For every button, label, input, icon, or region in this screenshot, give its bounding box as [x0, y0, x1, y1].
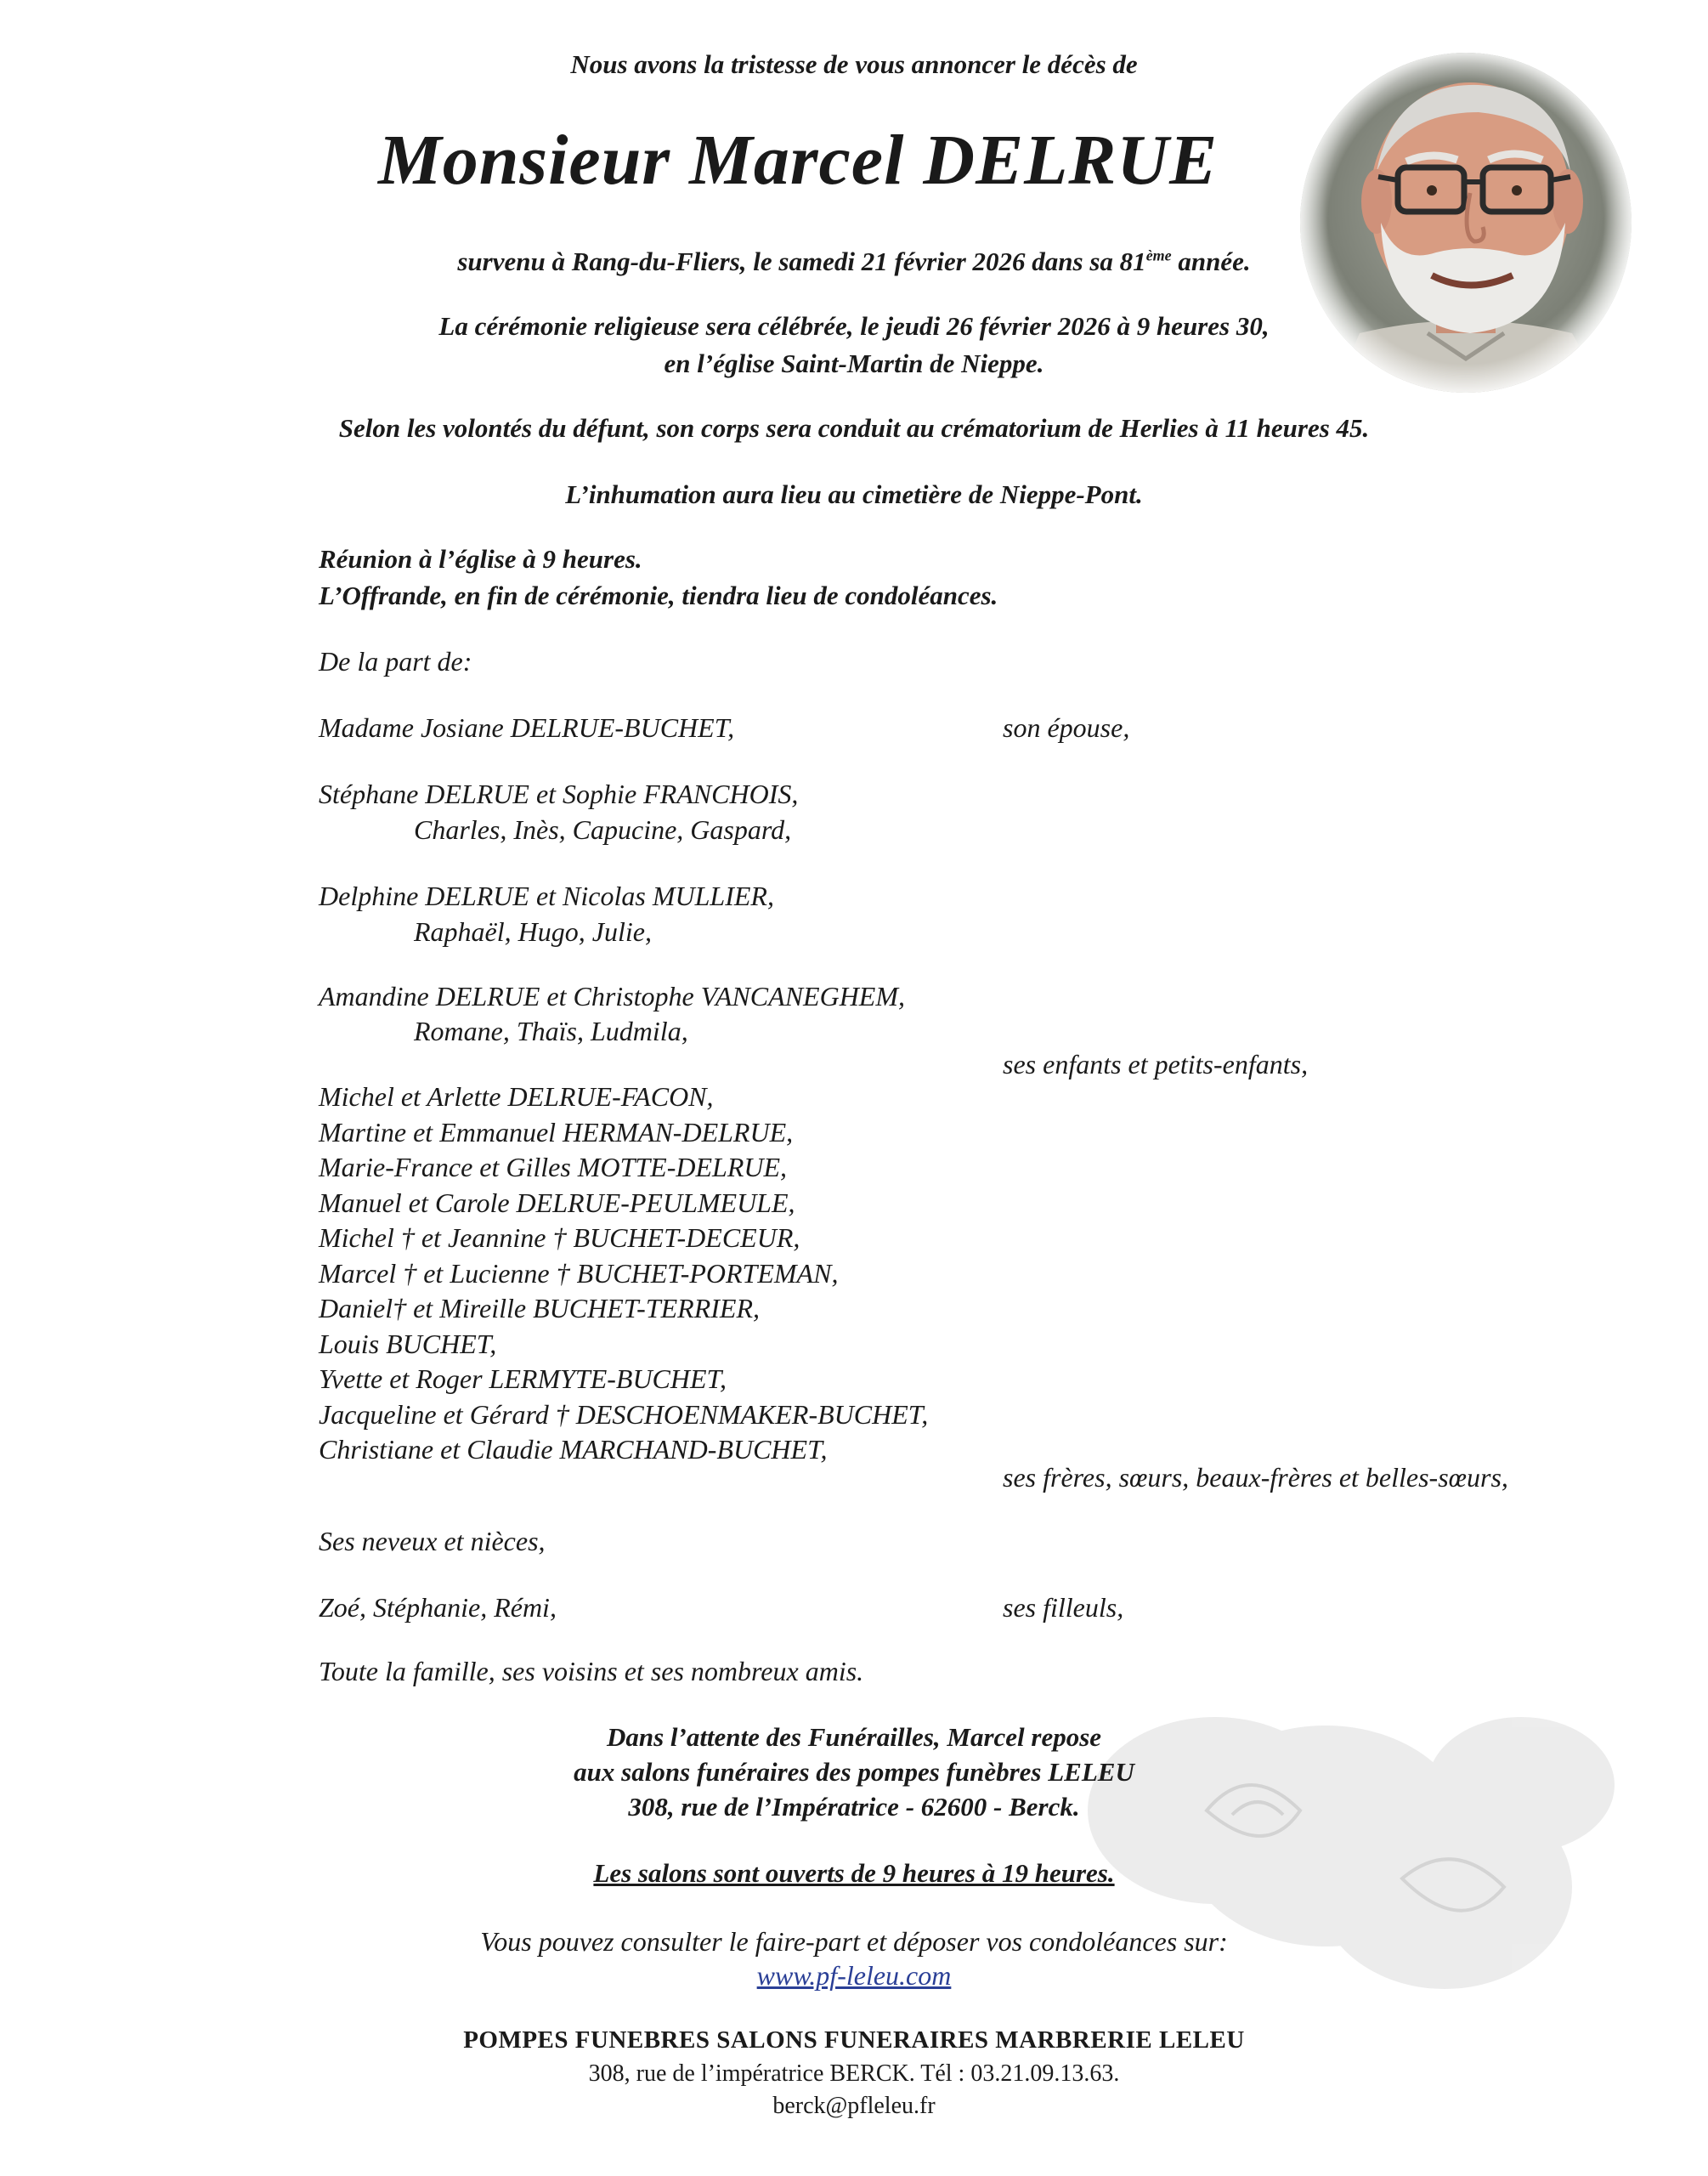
siblings-relation: ses frères, sœurs, beaux-frères et belles-sœurs,: [1003, 1462, 1508, 1493]
child-1: Stéphane DELRUE et Sophie FRANCHOIS,: [319, 779, 799, 809]
offering-text: L’Offrande, en fin de cérémonie, tiendra lieu de condoléances.: [319, 581, 998, 610]
death-line-prefix: survenu à Rang-du-Fliers, le samedi 21 février 2026 dans sa 81: [457, 246, 1146, 276]
sibling-row: Jacqueline et Gérard † DESCHOENMAKER-BUCHET,: [319, 1398, 929, 1430]
deceased-name: Monsieur Marcel DELRUE: [378, 121, 1219, 200]
child-3: Amandine DELRUE et Christophe VANCANEGHEM,: [319, 981, 905, 1012]
sibling-row: Manuel et Carole DELRUE-PEULMEULE,: [319, 1187, 795, 1218]
sibling-row: Yvette et Roger LERMYTE-BUCHET,: [319, 1363, 727, 1394]
footer-address: 308, rue de l’impératrice BERCK. Tél : 03.21.09.13.63.: [588, 2060, 1120, 2087]
from-label: De la part de:: [319, 646, 472, 677]
sibling-row: Marie-France et Gilles MOTTE-DELRUE,: [319, 1152, 788, 1182]
child-2-grandchildren: Raphaël, Hugo, Julie,: [414, 916, 652, 947]
online-text: Vous pouvez consulter le faire-part et déposer vos condoléances sur:: [480, 1926, 1228, 1957]
sibling-row: Louis BUCHET,: [319, 1328, 497, 1359]
sibling-row: Marcel † et Lucienne † BUCHET-PORTEMAN,: [319, 1257, 839, 1289]
sibling-row: Martine et Emmanuel HERMAN-DELRUE,: [319, 1116, 794, 1148]
website-link[interactable]: www.pf-leleu.com: [756, 1960, 952, 1991]
others-text: Toute la famille, ses voisins et ses nombreux amis.: [319, 1656, 864, 1686]
ceremony-line-1: La cérémonie religieuse sera célébrée, le jeudi 26 février 2026 à 9 heures 30,: [438, 311, 1270, 341]
intro-text: Nous avons la tristesse de vous annoncer le décès de: [570, 49, 1138, 79]
salon-hours: Les salons sont ouverts de 9 heures à 19 heures.: [593, 1858, 1115, 1888]
burial-text: L’inhumation aura lieu au cimetière de Nieppe-Pont.: [565, 479, 1143, 509]
siblings-list: [319, 1080, 928, 1468]
child-2: Delphine DELRUE et Nicolas MULLIER,: [319, 881, 774, 911]
sibling-row: Daniel† et Mireille BUCHET-TERRIER,: [319, 1293, 760, 1323]
death-notice-line: [0, 246, 1708, 277]
rest-line-2: aux salons funéraires des pompes funèbres LELEU: [574, 1757, 1134, 1787]
portrait-photo: [1300, 53, 1632, 393]
cremation-text: Selon les volontés du défunt, son corps sera conduit au crématorium de Herlies à 11 heures 45.: [338, 413, 1370, 443]
portrait-illustration: [1300, 53, 1632, 393]
rest-line-3: 308, rue de l’Impératrice - 62600 - Berck.: [628, 1792, 1080, 1822]
footer-email: berck@pfleleu.fr: [772, 2093, 936, 2119]
child-1-grandchildren: Charles, Inès, Capucine, Gaspard,: [414, 814, 792, 845]
footer-company: POMPES FUNEBRES SALONS FUNERAIRES MARBRERIE LELEU: [463, 2026, 1245, 2054]
godchildren-names: Zoé, Stéphanie, Rémi,: [319, 1592, 557, 1623]
children-relation: ses enfants et petits-enfants,: [1003, 1049, 1309, 1080]
ceremony-line-2: en l’église Saint-Martin de Nieppe.: [664, 348, 1044, 378]
sibling-row: Michel et Arlette DELRUE-FACON,: [319, 1081, 714, 1112]
death-line-suffix: année.: [1171, 246, 1251, 276]
godchildren-relation: ses filleuls,: [1003, 1592, 1124, 1623]
rest-line-1: Dans l’attente des Funérailles, Marcel repose: [606, 1722, 1102, 1752]
nephews-text: Ses neveux et nièces,: [319, 1526, 546, 1556]
meeting-text: Réunion à l’église à 9 heures.: [319, 544, 642, 574]
sibling-row: Christiane et Claudie MARCHAND-BUCHET,: [319, 1434, 828, 1465]
sibling-row: Michel † et Jeannine † BUCHET-DECEUR,: [319, 1222, 800, 1253]
child-3-grandchildren: Romane, Thaïs, Ludmila,: [414, 1016, 688, 1046]
death-line-sup: ème: [1145, 246, 1172, 264]
spouse-relation: son épouse,: [1003, 712, 1130, 743]
spouse-name: Madame Josiane DELRUE-BUCHET,: [319, 712, 735, 743]
